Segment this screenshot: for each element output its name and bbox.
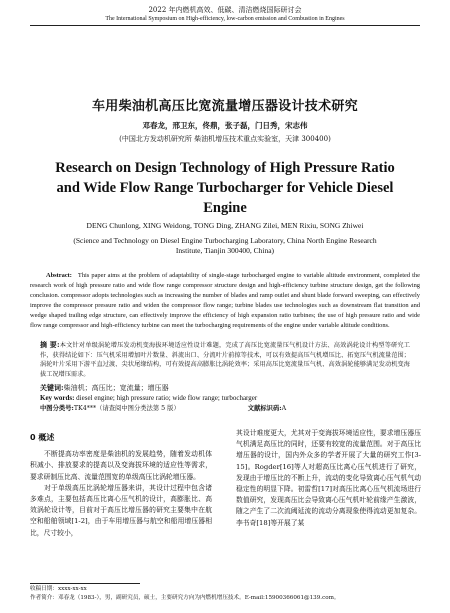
- keywords-en: [40, 394, 410, 403]
- body-column-right: [236, 428, 421, 529]
- abstract-cn-label: 摘 要:: [40, 340, 60, 349]
- footnote-author: 作者简介：邓春龙（1983-），男，副研究员，硕士，主要研究方向为内燃机增压技术。E-mail:15900366061@139.com。: [30, 595, 340, 601]
- body-paragraph: 对于单级高压比涡轮增压器来讲，其设计过程中包含诸多难点，主要包括高压比离心压气机的设计，高膨胀比、高效涡轮设计等，目前对于高压比增压器的研究主要集中在航空和船舶领域[1-2]，由于车用增压器与航空和船用增压器相比，尺寸较小，: [30, 483, 212, 537]
- abstract-cn: [40, 340, 410, 379]
- doc-code-label: 文献标识码:: [247, 405, 282, 412]
- paper-title-en: Research on Design Technology of High Pressure Ratio and Wide Flow Range Turbocharger for Vehicle Diesel Engine: [55, 160, 395, 216]
- body-paragraph: 其设计难度更大，尤其对于变海拔环境适应性，要求增压器压气机满足高压比的同时，还要有较宽的流量范围。对于高压比增压器的设计，国内外众多的学者开展了大量的研究工作[3-15]。Rogder[16]等人对超高压比离心压气机进行了研究，发现由于增压比的不断上升，流动的变化导致离心压气机气动稳定性的明显下降。初雷哲[17]对高压比离心压气机流场进行数值研究，发现高压比会导致离心压气机叶轮前缘产生激波，随之产生了二次流阈延流的流动分离现象使得流动更加复杂。李书奇[18]等开展了某: [236, 429, 421, 527]
- doc-code-value: A: [281, 405, 287, 412]
- abstract-en-label: Abstract:: [46, 272, 72, 279]
- keywords-en-label: Key words:: [40, 394, 75, 402]
- authors-en: DENG Chunlong, XING Weidong, TONG Ding, ZHANG Zilei, MEN Rixiu, SONG Zhiwei: [86, 221, 364, 230]
- abstract-cn-text: 本文针对单级涡轮增压发动机变海拔环境适应性设计难题，完成了高压比宽流量压气机设计方法、高效涡轮设计构型等研究工作，获得结论如下：压气机采用增加叶片数量、斜流出口、分流叶片前掠等技术，可以有效提高压气机增压比、拓宽压气机流量范围；涡轮叶片采用下游平直过渡、尖状尾缘结构，可有效提高高膨胀比涡轮效率；采用高压比宽流量压气机、高效涡轮能够满足发动机变海拔工况增压需求。: [40, 342, 410, 378]
- abstract-en-text: This paper aims at the problem of adaptability of single-stage turbocharged engine to variable altitude environment, completed the research work of high pressure ratio and wide flow range compressor structure design and high-efficiency turbine structure design, get the following conclusion. compressor adopts technologies such as increasing the number of blades and ramp outlet and shunt blade forward sweeping, can effectively improve the compressor pressure ratio and widen the compressor flow range; turbine blades use technologies such as downstream flat transition and wedge shaped trailing edge structure, can effectively improve the efficiency of high expansion ratio turbines; the use of high pressure ratio and wide flow range compressor and high-efficiency turbine can meet the turbocharging requirements of the engine under variable altitude conditions.: [30, 272, 420, 329]
- paper-title-cn: 车用柴油机高压比宽流量增压器设计技术研究: [91, 99, 358, 114]
- running-header-cn: 2022 年内燃机高效、低碳、清洁燃烧国际研讨会: [148, 6, 302, 14]
- keywords-cn-text: 柴油机；高压比；宽流量；增压器: [63, 384, 169, 392]
- keywords-cn-label: 关键词:: [40, 383, 64, 392]
- footnote-received: 收稿日期：xxxx-xx-xx: [30, 586, 87, 592]
- header-rule: [30, 25, 420, 26]
- classification-line: [40, 405, 410, 413]
- keywords-en-text: diesel engine; high pressure ratio; wide flow range; turbocharger: [76, 394, 258, 402]
- abstract-en: [30, 271, 420, 331]
- affiliation-en: (Science and Technology on Diesel Engine Turbocharging Laboratory, China North Engine Research Institute, Tianjin 300400, China): [73, 236, 377, 255]
- authors-cn: 邓春龙，邢卫东，佟鼎，张子磊，门日秀，宋志伟: [142, 121, 308, 130]
- footnote-rule: [30, 583, 140, 584]
- body-paragraph: 不断提高功率密度是柴油机的发展趋势，随着发动机体积减小、排放要求的提高以及变海拔环境的适应性等需求，要求研制压比高、流量范围宽的单级高压比涡轮增压器。: [30, 450, 212, 481]
- keywords-cn: [40, 383, 410, 393]
- body-column-left: [30, 432, 212, 539]
- affiliation-cn: (中国北方发动机研究所 柴油机增压技术重点实验室，天津 300400): [119, 135, 331, 143]
- clc-value: TK4***（请查阅中图分类法第 5 版）: [73, 405, 180, 412]
- running-header-en: The International Symposium on High-efficiency, low-carbon emission and Combustion in Engines: [105, 16, 345, 22]
- clc-label: 中图分类号:: [40, 405, 74, 412]
- section-heading: 0 概述: [30, 433, 55, 442]
